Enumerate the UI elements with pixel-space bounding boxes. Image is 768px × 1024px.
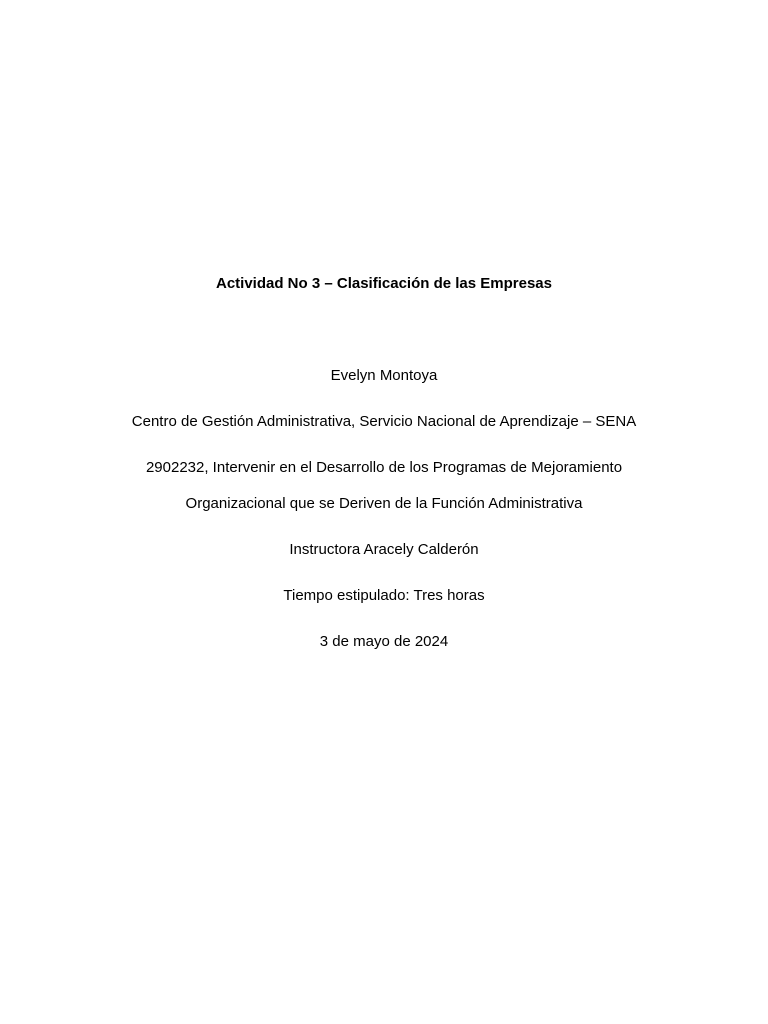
instructor: Instructora Aracely Calderón <box>289 541 479 558</box>
program-line-1: 2902232, Intervenir en el Desarrollo de los Programas de Mejoramiento <box>145 459 623 476</box>
author-name: Evelyn Montoya <box>330 367 438 384</box>
program-line-2: Organizacional que se Deriven de la Función Administrativa <box>185 495 583 512</box>
document-date: 3 de mayo de 2024 <box>319 633 449 650</box>
institution: Centro de Gestión Administrativa, Servicio Nacional de Aprendizaje – SENA <box>131 413 637 430</box>
time-allotted: Tiempo estipulado: Tres horas <box>283 587 485 604</box>
document-title: Actividad No 3 – Clasificación de las Empresas <box>216 275 552 292</box>
